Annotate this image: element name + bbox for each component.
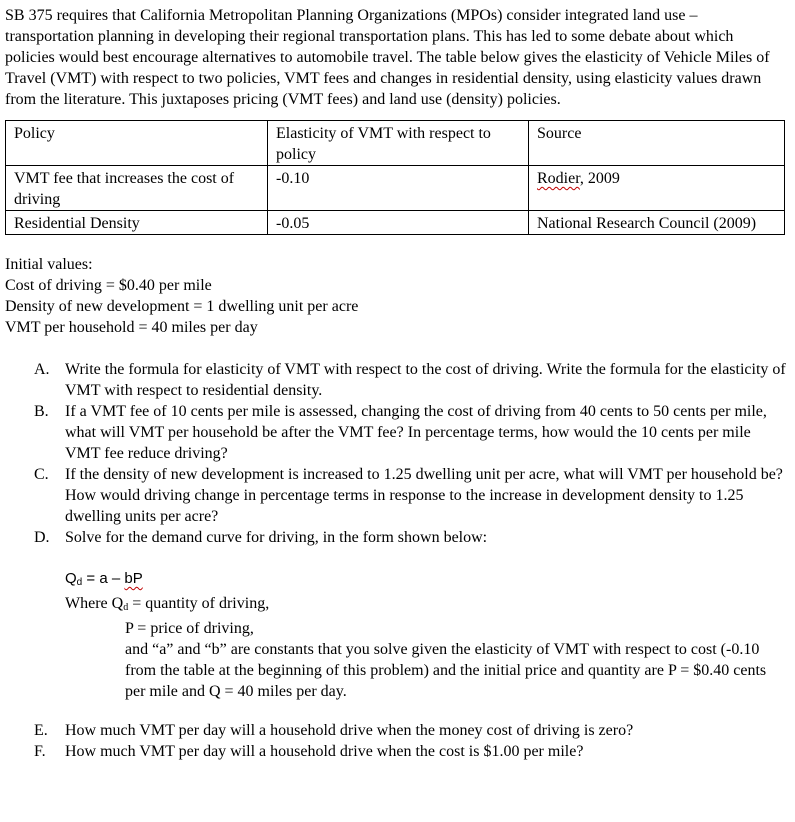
header-elasticity: Elasticity of VMT with respect to policy xyxy=(268,121,529,166)
where-rest: = quantity of driving, xyxy=(128,595,270,612)
eq-q: Q xyxy=(65,570,77,587)
eq-subscript: d xyxy=(76,577,83,588)
eq-middle: = a – xyxy=(82,570,125,587)
question-text: How much VMT per day will a household drive when the money cost of driving is zero? xyxy=(65,722,634,739)
header-policy: Policy xyxy=(6,121,268,166)
question-text: Solve for the demand curve for driving, in the form shown below: xyxy=(65,529,488,546)
initial-value-line: Density of new development = 1 dwelling unit per acre xyxy=(5,298,359,315)
where-prefix: Where Q xyxy=(65,595,124,612)
elasticity-table xyxy=(5,120,785,235)
question-list-2 xyxy=(5,720,787,762)
cell-elasticity: -0.10 xyxy=(268,166,529,211)
list-item xyxy=(34,464,787,527)
cell-elasticity: -0.05 xyxy=(268,211,529,235)
table-row xyxy=(6,211,785,235)
demand-equation-block xyxy=(65,568,787,702)
question-label: B. xyxy=(34,403,49,420)
list-item xyxy=(34,401,787,464)
header-source: Source xyxy=(529,121,785,166)
source-author: National Research Council (2009) xyxy=(537,215,757,232)
table-row xyxy=(6,166,785,211)
initial-values-heading: Initial values: xyxy=(5,256,93,273)
eq-bp: bP xyxy=(124,570,143,587)
demand-equation xyxy=(65,568,787,593)
cell-policy: Residential Density xyxy=(6,211,268,235)
cell-source xyxy=(529,211,785,235)
where-line xyxy=(65,593,787,618)
price-line: P = price of driving, xyxy=(125,620,254,637)
question-list xyxy=(5,359,787,548)
initial-value-line: Cost of driving = $0.40 per mile xyxy=(5,277,212,294)
list-item xyxy=(34,359,787,401)
source-year: , 2009 xyxy=(579,170,620,187)
question-text: Write the formula for elasticity of VMT with respect to the cost of driving. Write the formula for the elasticity of VMT with respect to residential density. xyxy=(65,361,786,399)
initial-values xyxy=(5,254,787,338)
question-text: If the density of new development is increased to 1.25 dwelling unit per acre, what will VMT per household be? How would driving change in percentage terms in response to the increase in development density to 1.25 dwelling units per acre? xyxy=(65,466,783,525)
constants-line: and “a” and “b” are constants that you solve given the elasticity of VMT with respect to cost (-0.10 from the table at the beginning of this problem) and the initial price and quantity are P = $0.40 cents per mile and Q = 40 miles per day. xyxy=(125,641,767,700)
list-item xyxy=(34,741,787,762)
cell-source xyxy=(529,166,785,211)
list-item xyxy=(34,527,787,548)
table-header-row xyxy=(6,121,785,166)
initial-value-line: VMT per household = 40 miles per day xyxy=(5,319,258,336)
question-label: D. xyxy=(34,529,50,546)
question-label: A. xyxy=(34,361,50,378)
question-text: How much VMT per day will a household drive when the cost is $1.00 per mile? xyxy=(65,743,584,760)
question-text: If a VMT fee of 10 cents per mile is assessed, changing the cost of driving from 40 cents to 50 cents per mile, what will VMT per household be after the VMT fee? In percentage terms, how would the 10 cents per mile VMT fee reduce driving? xyxy=(65,403,767,462)
document-page xyxy=(5,5,787,762)
question-label: C. xyxy=(34,466,49,483)
source-author: Rodier xyxy=(537,170,580,187)
where-subscript: d xyxy=(123,602,129,613)
cell-policy: VMT fee that increases the cost of driving xyxy=(6,166,268,211)
question-label: F. xyxy=(34,743,46,760)
list-item xyxy=(34,720,787,741)
question-label: E. xyxy=(34,722,48,739)
intro-paragraph: SB 375 requires that California Metropolitan Planning Organizations (MPOs) consider integrated land use – transportation planning in developing their regional transportation plans. This has led to some debate about which policies would best encourage alternatives to automobile travel. The table below gives the elasticity of Vehicle Miles of Travel (VMT) with respect to two policies, VMT fees and changes in residential density, using elasticity values drawn from the literature. This juxtaposes pricing (VMT fees) and land use (density) policies. xyxy=(5,7,770,108)
